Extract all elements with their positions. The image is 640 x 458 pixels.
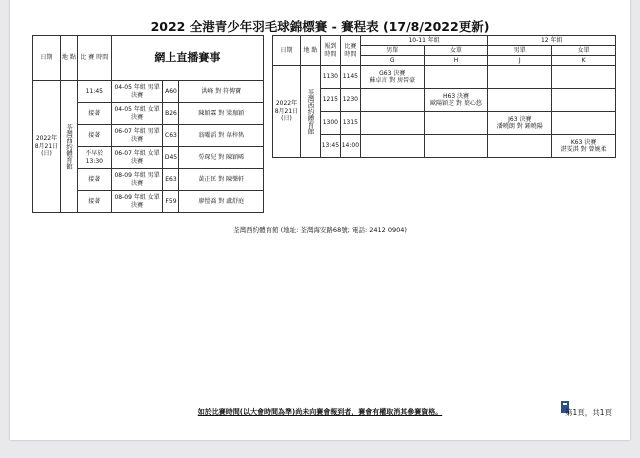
header-live: 網上直播賽事 — [111, 36, 263, 81]
cell-time: 1145 — [340, 66, 360, 89]
cell-time: 14:00 — [340, 135, 360, 158]
cell-time: 接著 — [77, 169, 111, 191]
match-cell — [552, 89, 616, 112]
table-row — [273, 89, 616, 112]
cell-players: 廖愷喬 對 盧舒庭 — [179, 191, 264, 213]
header-match-time: 比賽 時間 — [340, 36, 360, 66]
cell-players: 翁曜滔 對 韋梓雋 — [179, 125, 264, 147]
cell-time: 接著 — [77, 125, 111, 147]
category: 男單 — [360, 46, 424, 56]
table-row — [273, 135, 616, 158]
cell-report: 1215 — [320, 89, 340, 112]
match-cell: K63 決賽 湛雯淇 對 曾婉柔 — [552, 135, 616, 158]
match-schedule-table — [272, 35, 616, 191]
cell-group: 04-05 年組 女單 決賽 — [111, 103, 163, 125]
match-date: 2022年 8月21日 (日) — [33, 81, 61, 213]
cell-code: D45 — [163, 147, 179, 169]
age-group-12: 12 年組 — [488, 36, 616, 46]
header-time: 比 賽 時間 — [77, 36, 111, 81]
cell-group: 04-05 年組 男單 決賽 — [111, 81, 163, 103]
match-cell — [552, 66, 616, 89]
page-title: 2022 全港青少年羽毛球錦標賽 - 賽程表 (17/8/2022更新) — [150, 19, 490, 34]
cell-players: 洪峰 對 符傳寶 — [179, 81, 264, 103]
table-row — [33, 81, 264, 103]
cell-group: 08-09 年組 女單 決賽 — [111, 191, 163, 213]
match-cell — [424, 135, 488, 158]
cell-time: 接著 — [77, 103, 111, 125]
cell-code: C63 — [163, 125, 179, 147]
header-venue: 地 點 — [300, 36, 320, 66]
match-cell — [552, 112, 616, 135]
court-letter: H — [424, 56, 488, 66]
live-schedule-table — [32, 35, 264, 213]
cell-report: 1130 — [320, 66, 340, 89]
cell-group: 06-07 年組 女單 決賽 — [111, 147, 163, 169]
cell-time: 不早於 13:30 — [77, 147, 111, 169]
header-venue: 地 點 — [60, 36, 77, 81]
match-cell — [360, 89, 424, 112]
match-cell — [488, 89, 552, 112]
match-venue: 荃灣西約體育館 — [60, 81, 77, 213]
match-cell: H63 決賽 歐陽穎芝 對 葉心悠 — [424, 89, 488, 112]
document-page — [10, 0, 630, 440]
cell-report: 13:45 — [320, 135, 340, 158]
match-cell — [360, 112, 424, 135]
match-venue: 荃灣西約體育館 — [300, 66, 320, 158]
match-date: 2022年 8月21日 (日) — [273, 66, 301, 158]
cell-report: 1300 — [320, 112, 340, 135]
cell-time: 1315 — [340, 112, 360, 135]
cell-group: 06-07 年組 男單 決賽 — [111, 125, 163, 147]
cell-players: 勞琛兒 對 陳穎晞 — [179, 147, 264, 169]
cell-code: A60 — [163, 81, 179, 103]
match-cell — [424, 112, 488, 135]
cell-time: 11:45 — [77, 81, 111, 103]
match-cell — [424, 66, 488, 89]
header-date: 日期 — [33, 36, 61, 81]
table-row — [273, 66, 616, 89]
cell-group: 08-09 年組 男單 決賽 — [111, 169, 163, 191]
page-number: 第1頁，共1頁 — [564, 408, 612, 417]
match-cell — [488, 135, 552, 158]
cell-players: 黃正匡 對 陳樂軒 — [179, 169, 264, 191]
match-cell: G63 決賽 蘇卓言 對 房晉豪 — [360, 66, 424, 89]
category: 男單 — [488, 46, 552, 56]
cell-code: E63 — [163, 169, 179, 191]
match-cell: J63 決賽 潘曉朗 對 鍾曉陽 — [488, 112, 552, 135]
cell-players: 陳穎霖 對 梁珈穎 — [179, 103, 264, 125]
cell-time: 接著 — [77, 191, 111, 213]
venue-address: 荃灣西約體育館 (地址: 荃灣海安路68號; 電話: 2412 0904) — [233, 226, 407, 234]
match-cell — [360, 135, 424, 158]
category: 女單 — [424, 46, 488, 56]
court-letter: J — [488, 56, 552, 66]
cell-code: F59 — [163, 191, 179, 213]
header-date: 日期 — [273, 36, 301, 66]
cell-code: B26 — [163, 103, 179, 125]
age-group-10-11: 10-11 年組 — [360, 36, 488, 46]
category: 女單 — [552, 46, 616, 56]
header-report-time: 報到 時間 — [320, 36, 340, 66]
court-letter: G — [360, 56, 424, 66]
match-cell — [488, 66, 552, 89]
cell-time: 1230 — [340, 89, 360, 112]
court-letter: K — [552, 56, 616, 66]
notice-text: 如於比賽時間(以大會時間為準)尚未向賽會報到者，賽會有權取消其參賽資格。 — [197, 408, 443, 416]
table-row — [273, 112, 616, 135]
